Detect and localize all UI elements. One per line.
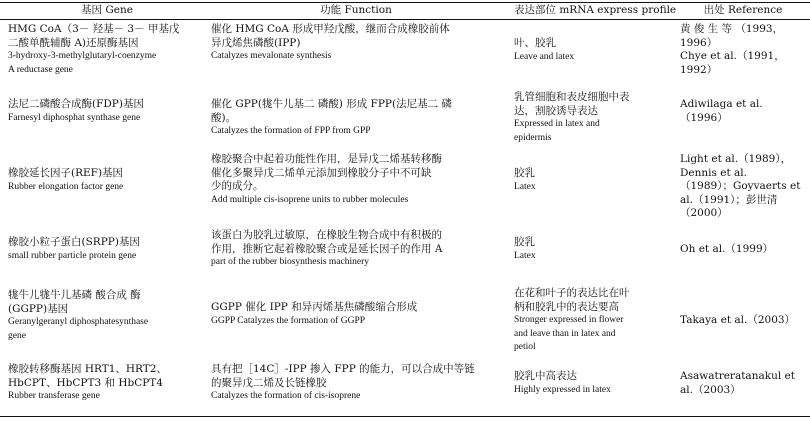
function-line: 该蛋白为胶乳过敏原，在橡胶生物合成中有积极的	[211, 229, 442, 241]
gene-line: 橡胶转移酶基因 HRT1、HRT2、	[8, 363, 167, 375]
function-line: 具有把［14C］-IPP 掺入 FPP 的能力，可以合成中等链	[211, 363, 475, 375]
header-gene: 基因 Gene	[81, 4, 133, 16]
reference-line: Oh et al.（1999）	[680, 243, 774, 255]
function-line: 催化 GPP(牻牛儿基二 磷酸) 形成 FPP(法尼基二 磷	[211, 98, 452, 110]
function-cell	[211, 363, 501, 404]
expression-line: 在花和叶子的表达比在叶	[514, 287, 630, 299]
expression-line: petiol	[514, 342, 536, 353]
reference-line: Light et al.（1989），	[680, 153, 792, 165]
expression-line: 胶乳	[514, 167, 535, 179]
expression-cell	[514, 370, 672, 397]
expression-line: 胶乳	[514, 236, 535, 248]
function-line: 酸)。	[211, 111, 237, 124]
header-function: 功能 Function	[320, 4, 392, 16]
expression-line: 叶、胶乳	[514, 37, 556, 49]
function-line: part of the rubber biosynthesis machinery	[211, 257, 370, 268]
function-line: 异戊烯焦磷酸(IPP)	[211, 36, 301, 49]
gene-line: 橡胶小粒子蛋白(SRPP)基因	[8, 236, 140, 248]
gene-cell	[8, 23, 206, 77]
gene-line: Rubber transferase gene	[8, 391, 100, 402]
function-cell	[211, 98, 501, 139]
reference-line: Adiwilaga et al.	[680, 98, 763, 110]
reference-line: Takaya et al.（2003）	[680, 314, 796, 326]
gene-line: small rubber particle protein gene	[8, 250, 137, 261]
function-line: 催化多聚异戊二烯单元添加到橡胶分子中不可缺	[211, 166, 432, 179]
function-line: Add multiple cis-isoprene units to rubber molecules	[211, 194, 409, 205]
gene-line: 橡胶延长因子(REF)基因	[8, 167, 124, 179]
expression-line: 柄和胶乳中的表达要高	[514, 300, 619, 313]
gene-line: 牻牛儿牻牛儿基磷 酸合成 酶	[8, 289, 141, 301]
gene-cell	[8, 363, 206, 404]
expression-line: and leave than in latex and	[514, 328, 616, 339]
gene-line: HMG CoA（3－ 羟基－ 3－ 甲基戊	[8, 23, 180, 35]
reference-cell	[680, 314, 806, 328]
expression-line: 乳管细胞和表皮细胞中表	[514, 91, 630, 103]
gene-line: gene	[8, 330, 26, 341]
reference-cell	[680, 98, 806, 125]
function-line: 的聚异戊二烯及长链橡胶	[211, 376, 327, 389]
gene-line: Geranylgeranyl diphosphatesynthase	[8, 317, 149, 328]
function-line: 少的成分。	[211, 180, 264, 193]
table-header-rule	[0, 19, 810, 20]
expression-cell	[514, 91, 672, 145]
expression-cell	[514, 167, 672, 194]
gene-line: Farnesyl diphosphat synthase gene	[8, 112, 141, 123]
reference-line: al.（2003）	[680, 383, 741, 396]
expression-line: Leave and latex	[514, 51, 575, 62]
gene-line: 法尼二磷酸合成酶(FDP)基因	[8, 98, 144, 110]
header-reference: 出处 Reference	[703, 4, 783, 16]
function-cell	[211, 229, 501, 270]
expression-line: Highly expressed in latex	[514, 384, 611, 395]
function-line: Catalyzes mevalonate synthesis	[211, 51, 332, 62]
header-expression: 表达部位 mRNA express profile	[514, 4, 677, 16]
gene-line: (GGPP)基因	[8, 302, 69, 315]
table-top-rule	[0, 2, 810, 3]
expression-line: Stronger expressed in flower	[514, 315, 624, 326]
gene-line: 二酸单酰辅酶 A)还原酶基因	[8, 36, 139, 49]
reference-cell	[680, 243, 806, 257]
function-cell	[211, 153, 501, 207]
gene-cell	[8, 98, 206, 125]
reference-line: （1989）；Goyvaerts et	[680, 180, 801, 193]
reference-line: Asawatreratanakul et	[680, 370, 795, 382]
reference-line: Chye et al.（1991，	[680, 50, 785, 63]
reference-line: 黄 俊 生 等 （1993，	[680, 23, 784, 35]
gene-cell	[8, 289, 206, 343]
expression-line: Expressed in latex and	[514, 119, 600, 130]
reference-cell	[680, 153, 806, 221]
reference-cell	[680, 370, 806, 397]
gene-cell	[8, 167, 206, 194]
table-bottom-rule	[0, 416, 810, 417]
expression-line: epidermis	[514, 132, 552, 143]
function-line: 催化 HMG CoA 形成甲羟戊酸，继而合成橡胶前体	[211, 23, 450, 35]
gene-line: 3-hydroxy-3-methylglutaryl-coenzyme	[8, 51, 157, 62]
function-line: Catalyzes the formation of cis-isoprene	[211, 391, 361, 402]
reference-line: （1996）	[680, 111, 728, 124]
expression-cell	[514, 287, 672, 355]
gene-line: Rubber elongation factor gene	[8, 181, 124, 192]
reference-cell	[680, 23, 806, 77]
expression-line: Latex	[514, 250, 536, 261]
reference-line: 1992）	[680, 63, 718, 76]
function-line: Catalyzes the formation of FPP from GPP	[211, 126, 371, 137]
expression-cell	[514, 37, 672, 64]
reference-line: 1996）	[680, 36, 718, 49]
gene-line: HbCPT、HbCPT3 和 HbCPT4	[8, 376, 163, 389]
expression-line: 达，割胶诱导表达	[514, 104, 598, 117]
gene-line: A reductase gene	[8, 64, 73, 75]
function-cell	[211, 301, 501, 328]
expression-cell	[514, 236, 672, 263]
function-line: 作用，推断它起着橡胶聚合或是延长因子的作用 A	[211, 242, 443, 255]
function-line: GGPP 催化 IPP 和异丙烯基焦磷酸缩合形成	[211, 301, 418, 313]
expression-line: 胶乳中高表达	[514, 370, 577, 382]
expression-line: Latex	[514, 181, 536, 192]
gene-cell	[8, 236, 206, 263]
function-line: 橡胶聚合中起着功能性作用，是异戊二烯基转移酶	[211, 153, 442, 165]
reference-line: Dennis et al.	[680, 166, 747, 179]
function-line: GGPP Catalyzes the formation of GGPP	[211, 315, 366, 326]
reference-line: al.（1991）；彭世清	[680, 193, 778, 206]
function-cell	[211, 23, 501, 64]
reference-line: （2000）	[680, 207, 728, 220]
